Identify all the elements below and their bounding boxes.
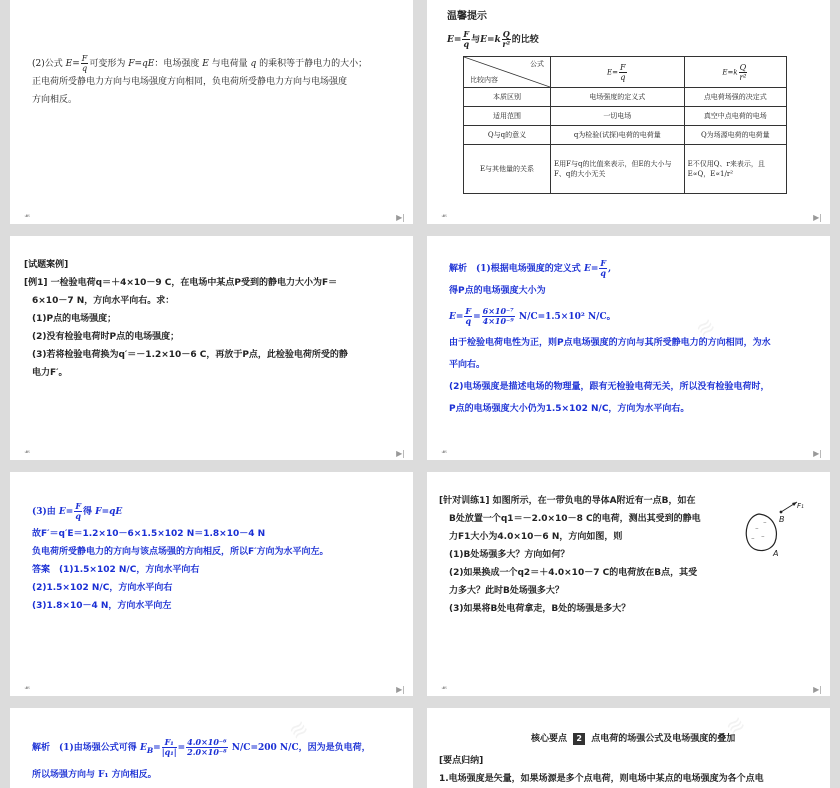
solution-line-2: 得P点的电场强度大小为 (449, 286, 546, 296)
training-line: 力F1大小为4.0×10－6 N，方向如图，则 (449, 532, 623, 542)
training-solution (32, 736, 371, 787)
slide1-line-1: (2)公式 E= $\frac{F}{q}$ 可变形为 F=qE：电场强度 E 与电荷量 q 的乘积等于静电力的大小； (32, 54, 368, 73)
footer-logo-icon: ☙ (441, 448, 448, 456)
slide-7[interactable] (10, 708, 413, 788)
training-text (439, 492, 701, 618)
training-solution-line-2: 所以场强方向与 F₁ 方向相反。 (32, 769, 157, 780)
section-label: [要点归纳] (439, 756, 484, 766)
training-question-2-cont: 力多大？此时B处场强多大？ (449, 586, 564, 596)
footer-logo-icon: ☙ (24, 212, 31, 220)
svg-text:⁻: ⁻ (755, 526, 759, 534)
question-2: (2)没有检验电荷时P点的电场强度； (32, 332, 180, 342)
answer-3: (3)1.8×10－4 N，方向水平向左 (32, 601, 172, 611)
slide1-line-2: 正电荷所受静电力方向与电场强度方向相同，负电荷所受静电力方向与电场强度 (32, 77, 348, 87)
watermark: ≋ (721, 710, 751, 743)
svg-text:⁻: ⁻ (761, 534, 765, 542)
footer-logo-icon: ☙ (441, 684, 448, 692)
slide-4[interactable] (427, 236, 830, 460)
core-point-title: 核心要点 2 点电荷的场强公式及电场强度的叠加 (531, 734, 736, 744)
table-header-row (464, 57, 787, 88)
watermark: ≋ (284, 714, 314, 747)
solution-line-1: 解析 (1)根据电场强度的定义式 E= $\frac{F}{q}$ , (449, 258, 612, 278)
training-line: B处放置一个q1＝－2.0×10－8 C的电荷，测出其受到的静电 (449, 514, 701, 524)
footer-logo-icon: ☙ (441, 212, 448, 220)
next-slide-icon[interactable]: ▶| (813, 449, 822, 458)
footer-logo-icon: ☙ (24, 448, 31, 456)
table-row: 本质区别 电场强度的定义式 点电荷场强的决定式 (464, 88, 787, 107)
next-slide-icon[interactable]: ▶| (396, 213, 405, 222)
slide-3[interactable] (10, 236, 413, 460)
slide-2[interactable] (427, 0, 830, 224)
slide-1[interactable] (10, 0, 413, 224)
table-row: Q与q的意义 q为检验(试探)电荷的电荷量 Q为场源电荷的电荷量 (464, 126, 787, 145)
next-slide-icon[interactable]: ▶| (396, 685, 405, 694)
training-question-3: (3)如果将B处电荷拿走，B处的场强是多大？ (449, 604, 631, 614)
training-question-1: (1)B处场强多大？方向如何？ (449, 550, 570, 560)
footer-logo-icon: ☙ (24, 684, 31, 692)
training-line: [针对训练1] 如图所示，在一带负电的导体A附近有一点B，如在 (439, 496, 696, 506)
answer-2: (2)1.5×102 N/C，方向水平向右 (32, 583, 173, 593)
solution-line-6: (2)电场强度是描述电场的物理量，跟有无检验电荷无关，所以没有检验电荷时， (449, 382, 770, 392)
svg-text:F₁: F₁ (797, 502, 804, 510)
slide-6[interactable] (427, 472, 830, 696)
next-slide-icon[interactable]: ▶| (396, 449, 405, 458)
slide-8[interactable] (427, 708, 830, 788)
key-points (439, 752, 764, 788)
example-text (24, 256, 348, 382)
table-col-point-charge: E=k $\frac{Q}{\text{r²}}$ (684, 57, 786, 88)
training-question-2: (2)如果换成一个q2＝＋4.0×10－7 C的电荷放在B点，其受 (449, 568, 698, 578)
slide1-text (32, 54, 367, 109)
slide1-line-3: 方向相反。 (32, 95, 78, 105)
solution-line-5: 平向右。 (449, 360, 486, 370)
question-3-cont: 电力F′。 (32, 368, 68, 378)
solution-3-line-1: (3)由 E= $\frac{F}{q}$ 得 F=qE (32, 501, 123, 521)
solution-3-line-2: 故F′＝q′E＝1.2×10－6×1.5×102 N＝1.8×10－4 N (32, 529, 266, 539)
tip-title: 温馨提示 (447, 11, 487, 22)
conductor-figure (737, 498, 817, 558)
svg-text:⁻: ⁻ (763, 520, 767, 528)
next-slide-icon[interactable]: ▶| (813, 685, 822, 694)
svg-text:A: A (773, 549, 779, 558)
comparison-table (463, 56, 787, 194)
question-3: (3)若将检验电荷换为q′＝－1.2×10－6 C，再放于P点，此检验电荷所受的静 (32, 350, 348, 360)
training-solution-line-1: 解析 (1)由场强公式可得 $E_B=$ $\frac{\text{F₁}}{\text{|q₁|}}$ = $\frac{\text{4.0×10⁻⁶}}{\text{2.0×10⁻⁸}}$ N/C=200 N/C，因为是负电荷， (32, 737, 371, 757)
table-col-definition: E= $\frac{F}{q}$ (551, 57, 685, 88)
section-label: [试题案例] (24, 260, 69, 270)
key-point-1: 1.电场强度是矢量，如果场源是多个点电荷，则电场中某点的电场强度为各个点电 (439, 774, 764, 784)
solution-3-line-3: 负电荷所受静电力的方向与该点场强的方向相反，所以F′方向为水平向左。 (32, 547, 329, 557)
table-row: E与其他量的关系 E用F与q的比值来表示，但E的大小与F、q的大小无关 E不仅用Q、r来表示，且E∝Q，E∝1/r² (464, 145, 787, 194)
table-diagonal-header: 公式 比较内容 (464, 57, 551, 88)
solution-line-7: P点的电场强度大小仍为1.5×102 N/C，方向为水平向右。 (449, 404, 690, 414)
question-1: (1)P点的电场强度； (32, 314, 117, 324)
svg-text:⁻: ⁻ (751, 536, 755, 544)
svg-text:B: B (779, 515, 785, 524)
solution-formula: E= $\frac{F}{q}$ = $\frac{\text{6×10⁻⁷}}{\text{4×10⁻⁹}}$ N/C=1.5×10² N/C。 (449, 306, 616, 326)
next-slide-icon[interactable]: ▶| (813, 213, 822, 222)
slide-5[interactable] (10, 472, 413, 696)
tip-subtitle: E= $\frac{F}{q}$ 与E=k $\frac{Q}{\text{r²}}$ 的比较 (447, 29, 539, 49)
solution-3-text (32, 502, 329, 615)
core-point-number: 2 (573, 733, 585, 745)
solution-text (449, 258, 771, 420)
example-line: 6×10－7 N，方向水平向右。求： (32, 296, 175, 306)
solution-line-4: 由于检验电荷电性为正，则P点电场强度的方向与其所受静电力的方向相同，为水 (449, 338, 771, 348)
watermark: ≋ (691, 312, 721, 345)
table-row: 适用范围 一切电场 真空中点电荷的电场 (464, 107, 787, 126)
example-line: [例1] 一检验电荷q＝＋4×10－9 C，在电场中某点P受到的静电力大小为F＝ (24, 278, 338, 288)
answer-1: 答案 (1)1.5×102 N/C，方向水平向右 (32, 565, 200, 575)
